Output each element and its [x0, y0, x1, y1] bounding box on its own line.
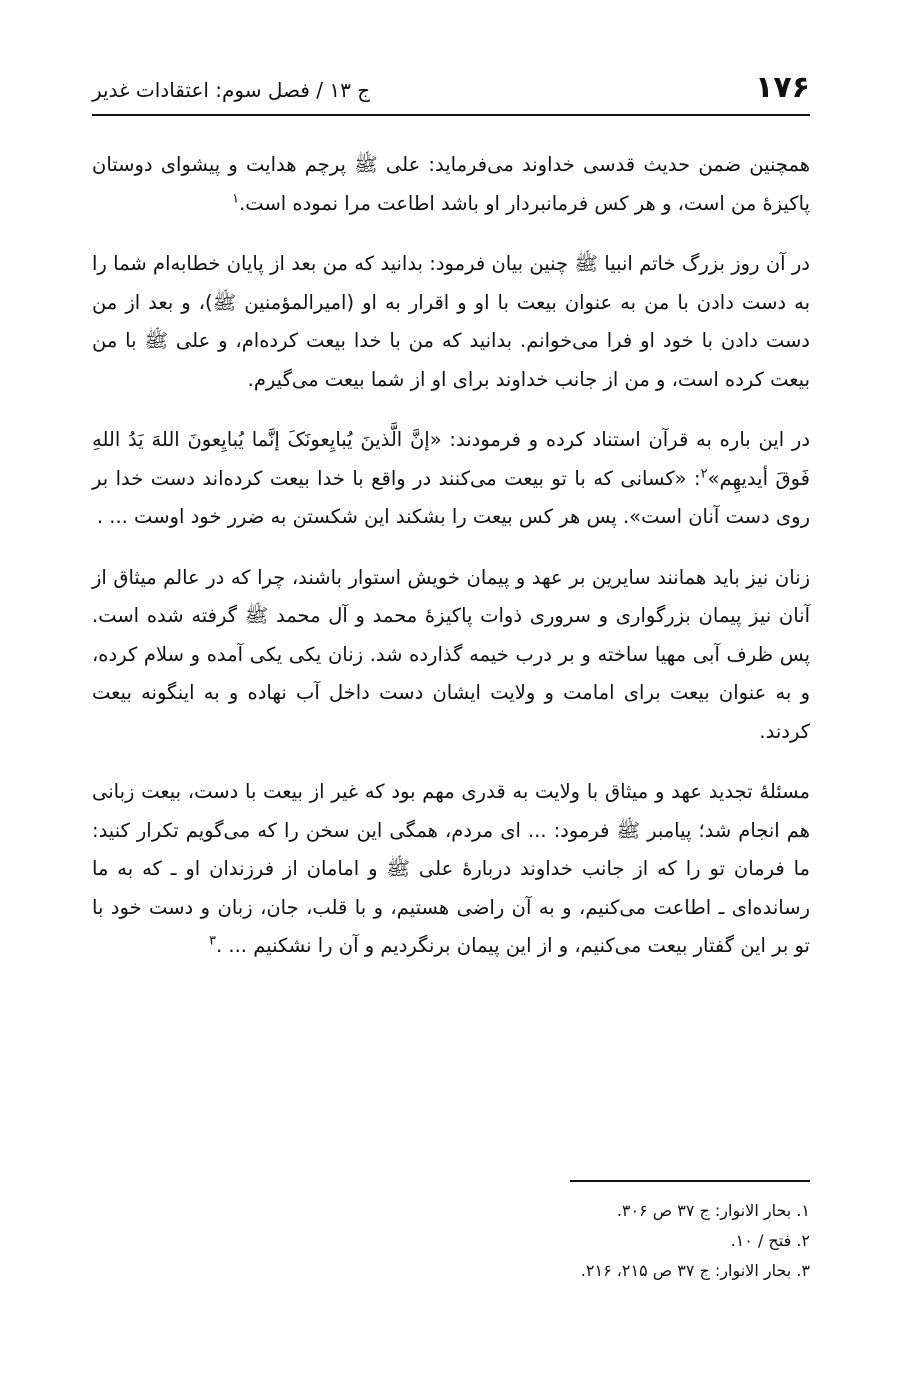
paragraph	[92, 421, 810, 537]
paragraph-text-continued: : «کسانی که با تو بیعت می‌کنند در واقع با خدا بیعت کرده‌اند دست خدا بر روی دست آنان است». پس هر کس بیعت را بشکند این شکستن به ضرر خود اوست ... .	[92, 466, 810, 528]
body-text	[92, 146, 810, 988]
paragraph-text: همچنین ضمن حدیث قدسی خداوند می‌فرماید: علی ﷺ پرچم هدایت و پیشوای دوستان پاکیزهٔ من است، و هر کس فرمانبردار او باشد اطاعت مرا نموده است.	[92, 153, 810, 215]
page-header	[92, 62, 810, 116]
footnote-ref: ۱	[232, 191, 240, 206]
footnote-divider	[570, 1180, 810, 1182]
page-number: ۱۷۶	[755, 70, 810, 105]
paragraph	[92, 245, 810, 399]
paragraph-text: زنان نیز باید همانند سایرین بر عهد و پیمان خویش استوار باشند، چرا که در عالم میثاق از آنان نیز پیمان بزرگواری و سروری ذوات پاکیزهٔ محمد و آل محمد ﷺ گرفته شده است. پس ظرف آبی مهیا ساخته و بر درب خیمه گذارده شد. زنان یکی یکی آمده و سلام کرده، و به عنوان بیعت برای امامت و ولایت ایشان دست داخل آب نهاده و به اینگونه بیعت کردند.	[92, 565, 810, 743]
paragraph-text: در این باره به قرآن استناد کرده و فرمودند: «إنَّ الَّذینَ یُبایِعونَکَ إنَّما یُبایِعونَ اللهَ یَدُ اللهِ فَوقَ أیدیهِم»	[92, 428, 810, 490]
footnote-ref: ۳	[209, 933, 217, 949]
footnote-item: ۱. بحار الانوار: ج ۳۷ ص ۳۰۶.	[616, 1201, 810, 1220]
paragraph	[92, 559, 810, 752]
footnote-ref: ۲	[700, 466, 708, 481]
paragraph	[92, 146, 810, 223]
running-title: ج ۱۳ / فصل سوم: اعتقادات غدیر	[92, 78, 371, 102]
footnote-item: ۳. بحار الانوار: ج ۳۷ ص ۲۱۵، ۲۱۶.	[580, 1261, 810, 1280]
paragraph-text: مسئلهٔ تجدید عهد و میثاق با ولایت به قدری مهم بود که غیر از بیعت با دست، بیعت زبانی هم انجام شد؛ پیامبر ﷺ فرمود: ... ای مردم، همگی این سخن را که می‌گویم تکرار کنید: ما فرمان تو را که از جانب خداوند دربارهٔ علی ﷺ و امامان از فرزندان او ـ که به ما رسانده‌ای ـ اطاعت می‌کنیم، و به آن راضی هستیم، و با قلب، جان، زبان و دست خود با تو بر این گفتار بیعت می‌کنیم، و از این پیمان برنگردیم و آن را نشکنیم ... .	[92, 780, 810, 957]
paragraph-text: در آن روز بزرگ خاتم انبیا ﷺ چنین بیان فرمود: بدانید که من بعد از پایان خطابه‌ام شما را به دست دادن با من به عنوان بیعت با او و اقرار به او (امیرالمؤمنین ﷺ)، و بعد از من دست دادن با خود او فرا می‌خوانم. بدانید که من با خدا بیعت کرده‌ام، و علی ﷺ با من بیعت کرده است، و من از جانب خداوند برای او از شما بیعت می‌گیرم.	[92, 252, 810, 391]
book-page	[92, 0, 810, 1390]
footnotes	[92, 1180, 810, 1286]
footnote-item: ۲. فتح / ۱۰.	[730, 1231, 810, 1250]
paragraph	[92, 773, 810, 966]
